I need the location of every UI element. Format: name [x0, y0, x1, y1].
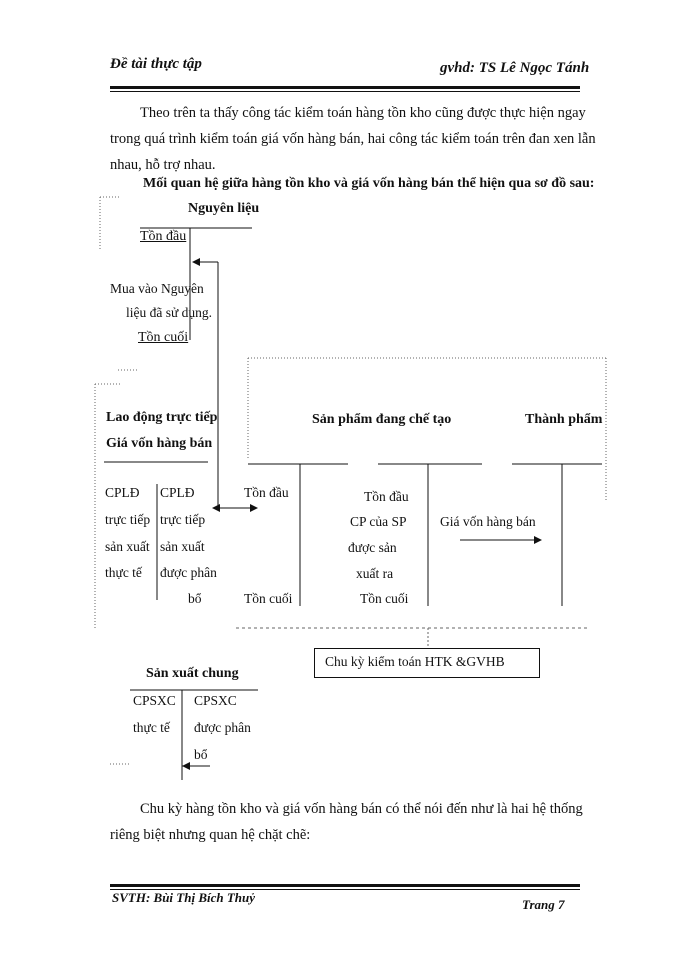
- diagram-title: Mối quan hệ giữa hàng tồn kho và giá vốn hàng bán thể hiện qua sơ đồ sau:: [143, 176, 595, 191]
- wip-left-closing: Tồn cuối: [244, 591, 293, 606]
- labor-subtitle: Giá vốn hàng bán: [106, 436, 213, 451]
- footer-rule: [110, 884, 580, 887]
- labor-title: Lao động trực tiếp: [106, 410, 218, 425]
- closing-paragraph: [110, 796, 615, 848]
- labor-right-4: được phân: [160, 565, 217, 580]
- finished-goods-title: Thành phẩm: [525, 412, 603, 427]
- header-supervisor: gvhd: TS Lê Ngọc Tánh: [440, 60, 590, 76]
- labor-left-1: CPLĐ: [105, 485, 140, 500]
- labor-left-2: trực tiếp: [105, 512, 151, 527]
- header-thesis-title: Đề tài thực tập: [110, 56, 202, 72]
- labor-right-5: bổ: [188, 591, 202, 606]
- overhead-left-2: thực tế: [133, 720, 170, 735]
- raw-material-purchase-2: liệu đã sử dụng.: [126, 305, 213, 320]
- wip-right-cp-1: CP của SP: [350, 514, 407, 529]
- overhead-left-1: CPSXC: [133, 693, 176, 708]
- wip-left-opening: Tồn đầu: [244, 485, 289, 500]
- labor-left-3: sản xuất: [105, 539, 150, 554]
- overhead-right-3: bổ: [194, 747, 208, 762]
- raw-material-purchase-1: Mua vào Nguyên: [110, 281, 204, 296]
- cycle-box: [314, 648, 540, 678]
- wip-right-cp-3: xuất ra: [356, 566, 394, 581]
- cycle-box-label: Chu kỳ kiểm toán HTK &GVHB: [325, 654, 505, 669]
- labor-left-4: thực tế: [105, 565, 142, 580]
- wip-title: Sản phẩm đang chế tạo: [312, 412, 452, 427]
- raw-material-opening: Tồn đầu: [140, 229, 187, 244]
- labor-right-3: sản xuất: [160, 539, 205, 554]
- overhead-right-2: được phân: [194, 720, 251, 735]
- overhead-title: Sản xuất chung: [146, 666, 239, 681]
- footer-author: SVTH: Bùi Thị Bích Thuỷ: [112, 890, 256, 905]
- intro-text: Theo trên ta thấy công tác kiểm toán hàng tồn kho cũng được thực hiện ngay trong quá trình kiểm toán giá vốn hàng bán, hai công tác kiểm toán trên đan xen lẫn nhau, hỗ trợ nhau.: [110, 105, 596, 173]
- wip-right-cp-2: được sản: [348, 540, 397, 555]
- overhead-right-1: CPSXC: [194, 693, 237, 708]
- footer-page-number: Trang 7: [522, 897, 565, 912]
- wip-right-closing: Tồn cuối: [360, 591, 409, 606]
- wip-right-opening: Tồn đầu: [364, 489, 409, 504]
- closing-text: Chu kỳ hàng tồn kho và giá vốn hàng bán có thể nói đến như là hai hệ thống riêng biệt nhưng quan hệ chặt chẽ:: [110, 801, 583, 843]
- cogs-label: Giá vốn hàng bán: [440, 514, 536, 529]
- raw-material-title: Nguyên liệu: [188, 201, 260, 216]
- raw-material-closing: Tồn cuối: [138, 330, 189, 345]
- labor-right-1: CPLĐ: [160, 485, 195, 500]
- labor-right-2: trực tiếp: [160, 512, 206, 527]
